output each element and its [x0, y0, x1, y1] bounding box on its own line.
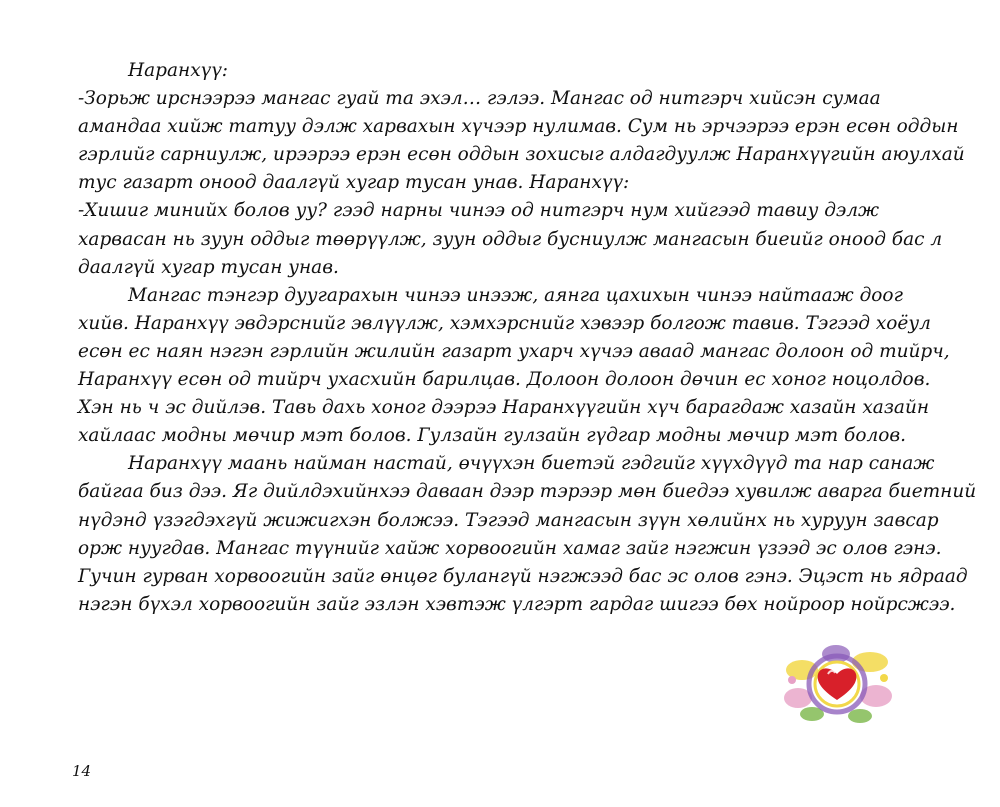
text-line: тус газарт оноод даалгүй хугар тусан унав. Наранхүү: [78, 172, 630, 194]
story-text [78, 57, 977, 619]
text-line: даалгүй хугар тусан унав. [78, 256, 339, 278]
text-line: Хэн нь ч эс дийлэв. Тавь дахь хоног дээрээ Наранхүүгийн хүч барагдаж хазайн хазайн [78, 397, 930, 419]
text-line: орж нуугдав. Мангас түүнийг хайж хорвоогийн хамаг зайг нэгжин үзээд эс олов гэнэ. [78, 537, 942, 559]
text-line: -Хишиг минийх болов уу? гээд нарны чинээ од нитгэрч нум хийгээд тавиу дэлж [78, 200, 880, 222]
text-line: хийв. Наранхүү эвдэрснийг эвлүүлж, хэмхэрснийг хэвээр болгож тавив. Тэгээд хоёул [78, 312, 931, 334]
text-line: Наранхүү есөн од тийрч ухасхийн барилцав. Долоон долоон дөчин ес хоног ноцолдов. [78, 369, 931, 391]
text-line: хайлаас модны мөчир мэт болов. Гулзайн гулзайн гүдгар модны мөчир мэт болов. [78, 425, 907, 447]
text-line-paragraph-start: Наранхүү маань найман настай, өчүүхэн биетэй гэдгийг хүүхдүүд та нар санаж [128, 453, 935, 475]
text-line-paragraph-start: Мангас тэнгэр дуугарахын чинээ инээж, аянга цахихын чинээ найтааж доог [128, 284, 903, 306]
text-line: -Зорьж ирснээрээ мангас гуай та эхэл… гэлээ. Мангас од нитгэрч хийсэн сумаа [78, 88, 881, 110]
text-line-speaker: Наранхүү: [128, 60, 229, 81]
text-line: нүдэнд үзэгдэхгүй жижигхэн болжээ. Тэгээд мангасын зүүн хөлийнх нь хуруун завсар [78, 509, 939, 531]
text-line: есөн ес наян нэгэн гэрлийн жилийн газарт ухарч хүчээ аваад мангас долоон од тийрч, [78, 340, 950, 362]
heart-flower-ornament-icon [772, 640, 902, 725]
text-line: байгаа биз дээ. Яг дийлдэхийнхээ даваан дээр тэрээр мөн биедээ хувилж аварга биетний [78, 481, 977, 503]
text-line: амандаа хийж татуу дэлж харвахын хүчээр нулимав. Сум нь эрчээрээ ерэн есөн оддын [78, 116, 959, 138]
text-line: харвасан нь зуун оддыг төөрүүлж, зуун оддыг бусниулж мангасын биеийг оноод бас л [78, 228, 943, 250]
text-line: нэгэн бүхэл хорвоогийн зайг эзлэн хэвтэж үлгэрт гардаг шигээ бөх нойроор нойрсжээ. [78, 593, 956, 615]
page-number: 14 [72, 762, 92, 780]
text-line: гэрлийг сарниулж, ирээрээ ерэн есөн оддын зохисыг алдагдуулж Наранхүүгийн аюулхай [78, 144, 965, 166]
text-line: Гучин гурван хорвоогийн зайг өнцөг булангүй нэгжээд бас эс олов гэнэ. Эцэст нь ядраад [78, 565, 968, 587]
